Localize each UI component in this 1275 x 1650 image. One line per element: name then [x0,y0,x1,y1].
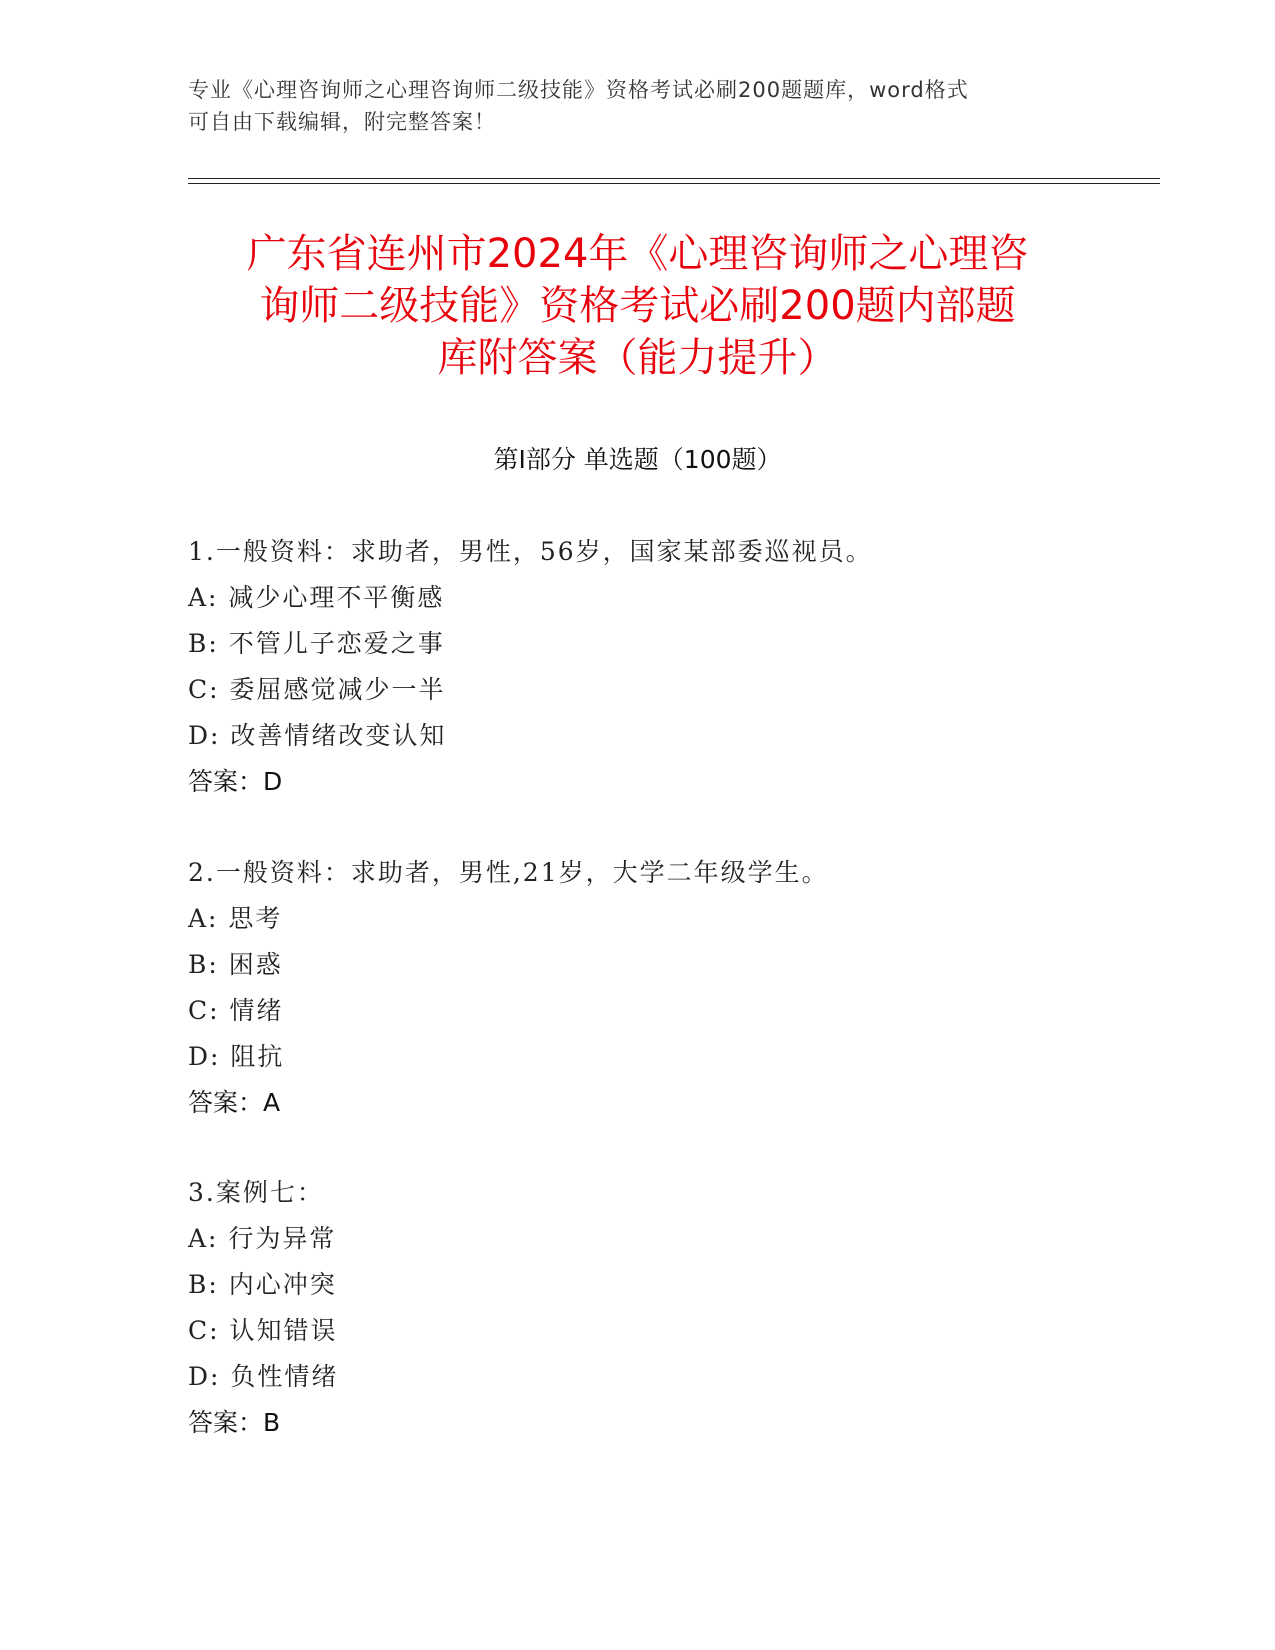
title-line-2: 询师二级技能》资格考试必刷200题内部题 [259,283,1016,329]
option-d: D: 负性情绪 [188,1362,339,1391]
answer: 答案：A [188,1088,281,1117]
question-3 [188,1170,1088,1446]
header-note-line-1: 专业《心理咨询师之心理咨询师二级技能》资格考试必刷200题题库，word格式 [188,78,969,102]
title-line-1: 广东省连州市2024年《心理咨询师之心理咨 [246,231,1029,277]
header-divider-bottom [188,183,1160,184]
option-a: A: 行为异常 [188,1224,337,1253]
option-a: A: 思考 [188,904,283,933]
option-b: B: 困惑 [188,950,283,979]
header-note-line-2: 可自由下载编辑，附完整答案！ [188,110,496,134]
section-heading: 第Ⅰ部分 单选题（100题） [493,445,782,474]
answer: 答案：B [188,1408,281,1437]
header-divider-top [188,178,1160,179]
option-c: C: 委屈感觉减少一半 [188,675,446,704]
question-text: 1.一般资料：求助者，男性，56岁，国家某部委巡视员。 [188,537,873,566]
question-1 [188,529,1088,805]
option-b: B: 不管儿子恋爱之事 [188,629,445,658]
question-text: 2.一般资料：求助者，男性,21岁，大学二年级学生。 [188,858,829,887]
answer: 答案：D [188,767,283,796]
option-c: C: 认知错误 [188,1316,338,1345]
option-d: D: 阻抗 [188,1042,285,1071]
option-b: B: 内心冲突 [188,1270,337,1299]
option-d: D: 改善情绪改变认知 [188,721,447,750]
option-a: A: 减少心理不平衡感 [188,583,445,612]
question-2 [188,850,1088,1126]
option-c: C: 情绪 [188,996,284,1025]
document-title [150,228,1125,384]
title-line-3: 库附答案（能力提升） [437,335,838,381]
header-note [188,74,1068,138]
question-text: 3.案例七： [188,1178,324,1207]
